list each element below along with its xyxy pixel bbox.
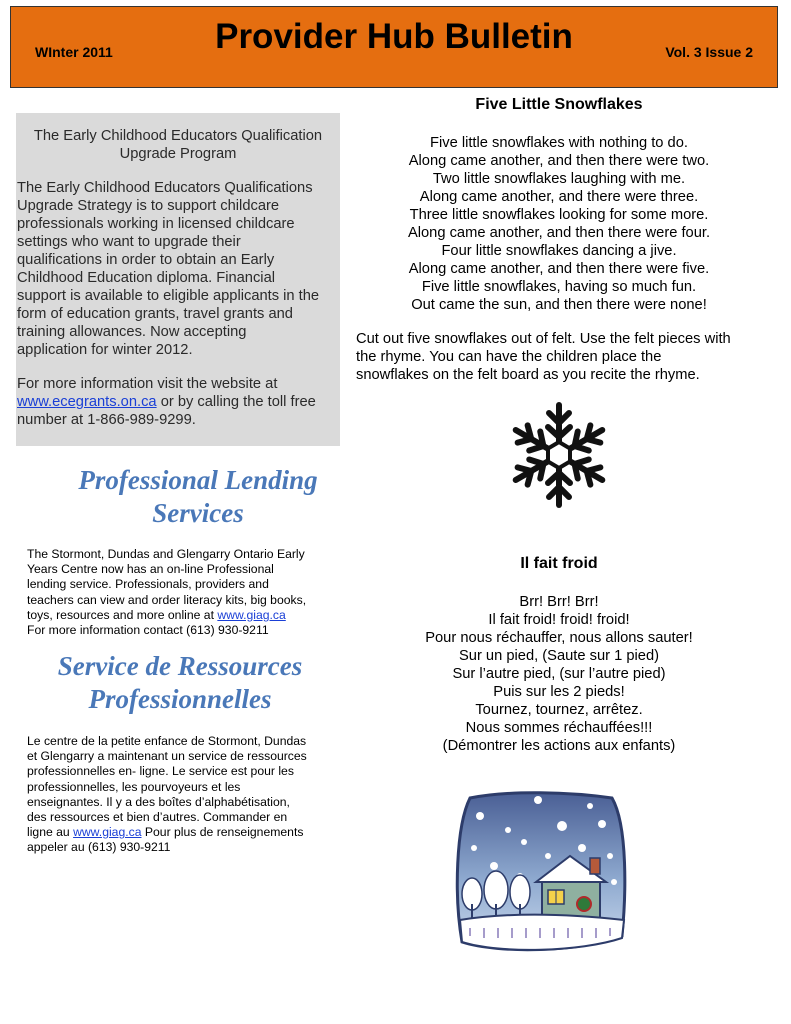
ece-box-title: The Early Childhood Educators Qualification Upgrade Program: [33, 128, 323, 162]
giag-link[interactable]: www.giag.ca: [217, 607, 286, 622]
ressources-body: Le centre de la petite enfance de Stormont, Dundas et Glengarry a maintenant un service de ressources professionnelles en- ligne. Le service est pour les professionnelles, les pourvoyeurs et les enseignantes. Il y a des boîtes d’alphabétisation, des ressources et bien d’autres. Commander en ligne au www.giag.ca Pour plus de renseignements appeler au (613) 930-9211: [27, 734, 307, 855]
poem-title-snowflakes: Five Little Snowflakes: [475, 96, 643, 113]
poem-line: Brr! Brr! Brr!: [519, 594, 599, 610]
poem-title-il-fait-froid: Il fait froid: [520, 555, 598, 572]
poem-line: Along came another, and then there were five.: [408, 261, 710, 277]
felt-instructions: Cut out five snowflakes out of felt. Use the felt pieces with the rhyme. You can have the children place the snowflakes on the felt board as you recite the rhyme.: [356, 331, 731, 383]
poem-line: Il fait froid! froid! froid!: [488, 612, 630, 628]
poem-line: Five little snowflakes with nothing to do.: [430, 135, 688, 151]
poem-line: Nous sommes réchauffées!!!: [465, 720, 653, 736]
poem-line: Three little snowflakes looking for some more.: [409, 207, 709, 223]
ece-program-box: [16, 113, 340, 446]
poem-line: Two little snowflakes laughing with me.: [432, 171, 686, 187]
winter-house-scene-icon: [450, 786, 632, 958]
poem-line: Pour nous réchauffer, nous allons sauter!: [425, 630, 693, 646]
poem-line: Out came the sun, and then there were none!: [411, 297, 707, 313]
poem-line: Five little snowflakes, having so much fun.: [421, 279, 697, 295]
poem-line: Sur l’autre pied, (sur l’autre pied): [452, 666, 666, 682]
bulletin-title: Provider Hub Bulletin: [215, 17, 573, 56]
poem-snowflakes: [356, 134, 762, 314]
poem-line: Puis sur les 2 pieds!: [493, 684, 625, 700]
poem-line: Tournez, tournez, arrêtez.: [475, 702, 643, 718]
lending-body: The Stormont, Dundas and Glengarry Ontario Early Years Centre now has an on-line Professional lending service. Professionals, providers and teachers can view and order literacy kits, big books, toys, resources and more online at www.giag.ca For more information contact (613) 930-9211: [27, 547, 307, 638]
poem-line: Four little snowflakes dancing a jive.: [441, 243, 677, 259]
bulletin-header: [10, 6, 778, 88]
giag-link-fr[interactable]: www.giag.ca: [73, 825, 142, 840]
poem-il-fait-froid: [356, 593, 762, 755]
ressources-heading: Service de Ressources Professionnelles: [57, 651, 303, 714]
issue-season: WInter 2011: [35, 44, 113, 60]
poem-line: Along came another, and then there were four.: [407, 225, 711, 241]
ecegrants-link[interactable]: www.ecegrants.on.ca: [17, 394, 157, 410]
ece-box-body: The Early Childhood Educators Qualifications Upgrade Strategy is to support childcare professionals working in licensed childcare settings who want to upgrade their qualifications in order to obtain an Early Childhood Education diploma. Financial support is available to eligible applicants in the form of education grants, travel grants and training allowances. Now accepting application for winter 2012.: [17, 180, 320, 358]
ece-box-contact: For more information visit the website at www.ecegrants.on.ca or by calling the toll free number at 1-866-989-9299.: [17, 376, 316, 428]
poem-line: Along came another, and then there were two.: [408, 153, 710, 169]
issue-volume: Vol. 3 Issue 2: [665, 44, 753, 60]
poem-line: (Démontrer les actions aux enfants): [442, 738, 676, 754]
lending-heading: Professional Lending Services: [78, 465, 318, 528]
poem-line: Sur un pied, (Saute sur 1 pied): [458, 648, 660, 664]
poem-line: Along came another, and there were three.: [419, 189, 699, 205]
snowflake-icon: [498, 400, 620, 510]
